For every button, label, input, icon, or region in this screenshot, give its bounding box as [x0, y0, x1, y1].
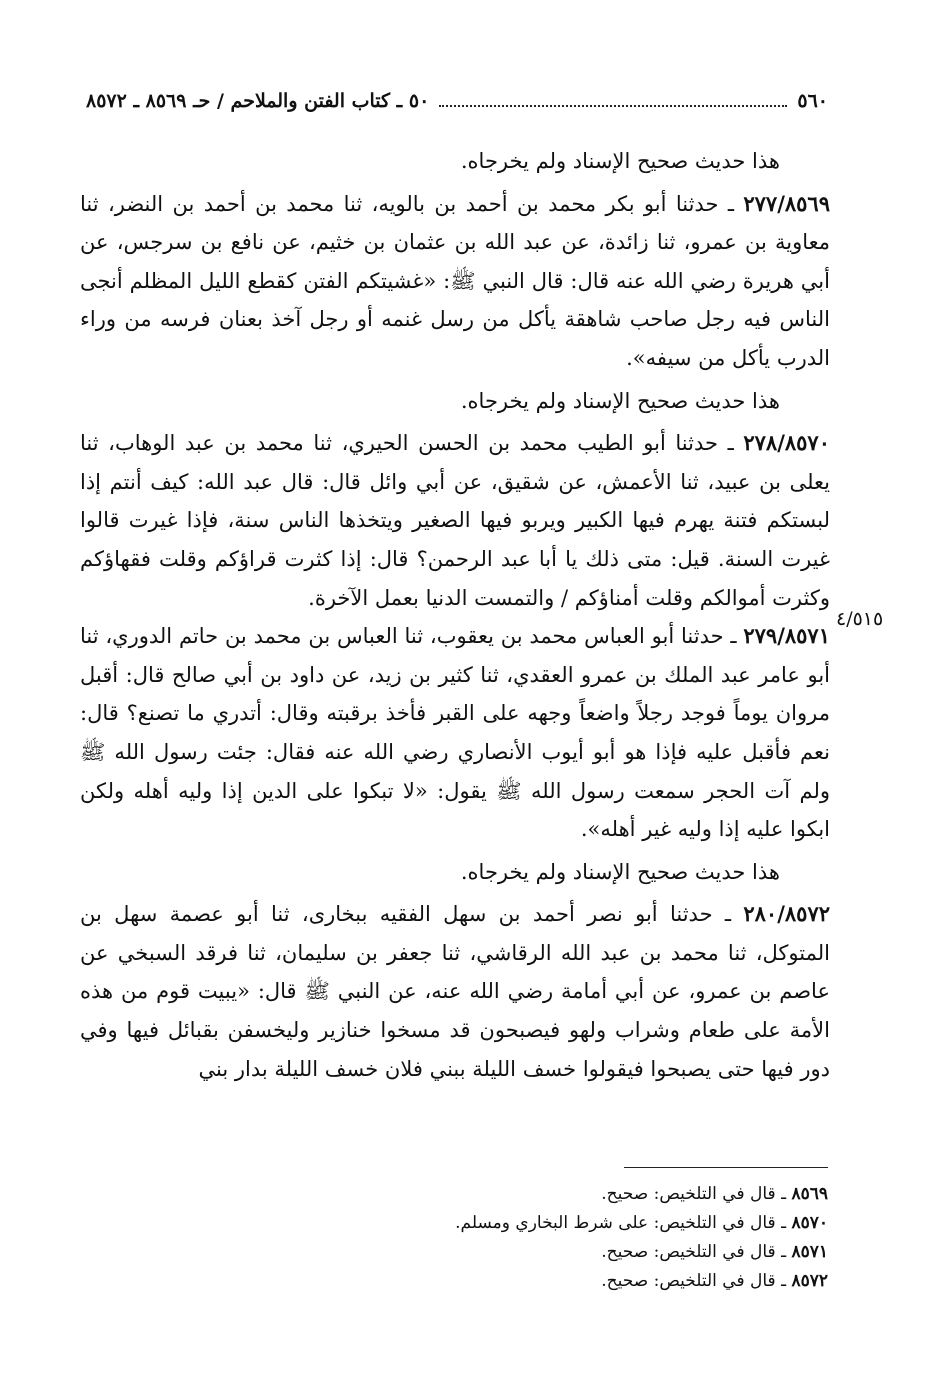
footnote — [300, 1238, 828, 1267]
footnote-text: ـ قال في التلخيص: صحيح. — [601, 1242, 787, 1262]
hadith-paragraph — [80, 617, 830, 849]
margin-reference: ٤/٥١٥ — [836, 608, 884, 630]
hadith-text: ـ حدثنا أبو نصر أحمد بن سهل الفقيه ببخارى، ثنا أبو عصمة سهل بن المتوكل، ثنا محمد بن عبد الله الرقاشي، ثنا جعفر بن سليمان، ثنا فرقد السبخي عن عاصم بن عمرو، عن أبي أمامة رضي الله عنه، عن النبي ﷺ قال: «يبيت قوم من هذه الأمة على طعام وشراب ولهو فيصبحون قد مسخوا خنازير وليخسفن بقبائل فيها وفي دور فيها حتى يصبحوا فيقولوا خسف الليلة ببني فلان خسف الليلة بدار بني — [80, 902, 830, 1081]
hadith-text: ـ حدثنا أبو الطيب محمد بن الحسن الحيري، ثنا محمد بن عبد الوهاب، ثنا يعلى بن عبيد، ثنا الأعمش، عن شقيق، عن أبي وائل قال: قال عبد الله: كيف أنتم إذا لبستكم فتنة يهرم فيها الكبير ويربو فيها الصغير ويتخذها الناس سنة، فإذا غيرت قالوا غيرت السنة. قيل: متى ذلك يا أبا عبد الرحمن؟ قال: إذا كثرت قراؤكم وقلت فقهاؤكم وكثرت أموالكم وقلت أمناؤكم / والتمست الدنيا بعمل الآخرة. — [80, 431, 830, 610]
hadith-text: ـ حدثنا أبو العباس محمد بن يعقوب، ثنا العباس بن محمد بن حاتم الدوري، ثنا أبو عامر عبد الملك بن عمرو العقدي، ثنا كثير بن زيد، عن داود بن أبي صالح قال: أقبل مروان يوماً فوجد رجلاً واضعاً وجهه على القبر فأخذ برقبته وقال: أتدري ما تصنع؟ قال: نعم فأقبل عليه فإذا هو أبو أيوب الأنصاري رضي الله عنه فقال: جئت رسول الله ﷺ ولم آت الحجر سمعت رسول الله ﷺ يقول: «لا تبكوا على الدين إذا وليه أهله ولكن ابكوا عليه إذا وليه غير أهله». — [80, 624, 830, 842]
hadith-number: ٢٧٧/٨٥٦٩ — [743, 190, 830, 216]
footnote-number: ٨٥٧١ — [791, 1242, 828, 1262]
footnote-text: ـ قال في التلخيص: صحيح. — [601, 1184, 787, 1204]
running-header — [86, 86, 828, 116]
hadith-number: ٢٧٩/٨٥٧١ — [743, 623, 830, 649]
footnotes — [300, 1180, 828, 1296]
main-text — [80, 138, 830, 1088]
hadith-number: ٢٧٨/٨٥٧٠ — [743, 430, 830, 456]
hadith-number: ٢٨٠/٨٥٧٢ — [743, 901, 830, 927]
verdict-line: هذا حديث صحيح الإسناد ولم يخرجاه. — [460, 149, 780, 173]
verdict-line: هذا حديث صحيح الإسناد ولم يخرجاه. — [460, 859, 780, 884]
footnote-text: ـ قال في التلخيص: صحيح. — [601, 1271, 787, 1291]
footnote-number: ٨٥٦٩ — [791, 1184, 828, 1204]
hadith-paragraph — [80, 424, 830, 617]
verdict-line: هذا حديث صحيح الإسناد ولم يخرجاه. — [460, 388, 780, 413]
footnote — [300, 1180, 828, 1209]
footnote — [300, 1209, 828, 1238]
footnote — [300, 1267, 828, 1296]
hadith-paragraph — [80, 185, 830, 378]
hadith-text: ـ حدثنا أبو بكر محمد بن أحمد بن بالويه، ثنا محمد بن أحمد بن النضر، ثنا معاوية بن عمرو، ثنا زائدة، عن عبد الله بن عثمان بن خثيم، عن نافع بن سرجس، عن أبي هريرة رضي الله عنه قال: قال النبي ﷺ: «غشيتكم الفتن كقطع الليل المظلم أنجى الناس فيه رجل صاحب شاهقة يأكل من رسل غنمه أو رجل آخذ بعنان فرسه من وراء الدرب يأكل من سيفه». — [80, 191, 830, 370]
footnote-number: ٨٥٧٠ — [791, 1213, 828, 1233]
hadith-paragraph — [80, 895, 830, 1088]
leader-dots — [439, 95, 787, 107]
chapter-title: ٥٠ ـ كتاب الفتن والملاحم / حـ ٨٥٦٩ ـ ٨٥٧٢ — [86, 90, 430, 112]
page-number: ٥٦٠ — [797, 90, 828, 112]
footnote-text: ـ قال في التلخيص: على شرط البخاري ومسلم. — [455, 1213, 787, 1233]
footnote-divider — [624, 1167, 828, 1168]
footnote-number: ٨٥٧٢ — [791, 1271, 828, 1291]
